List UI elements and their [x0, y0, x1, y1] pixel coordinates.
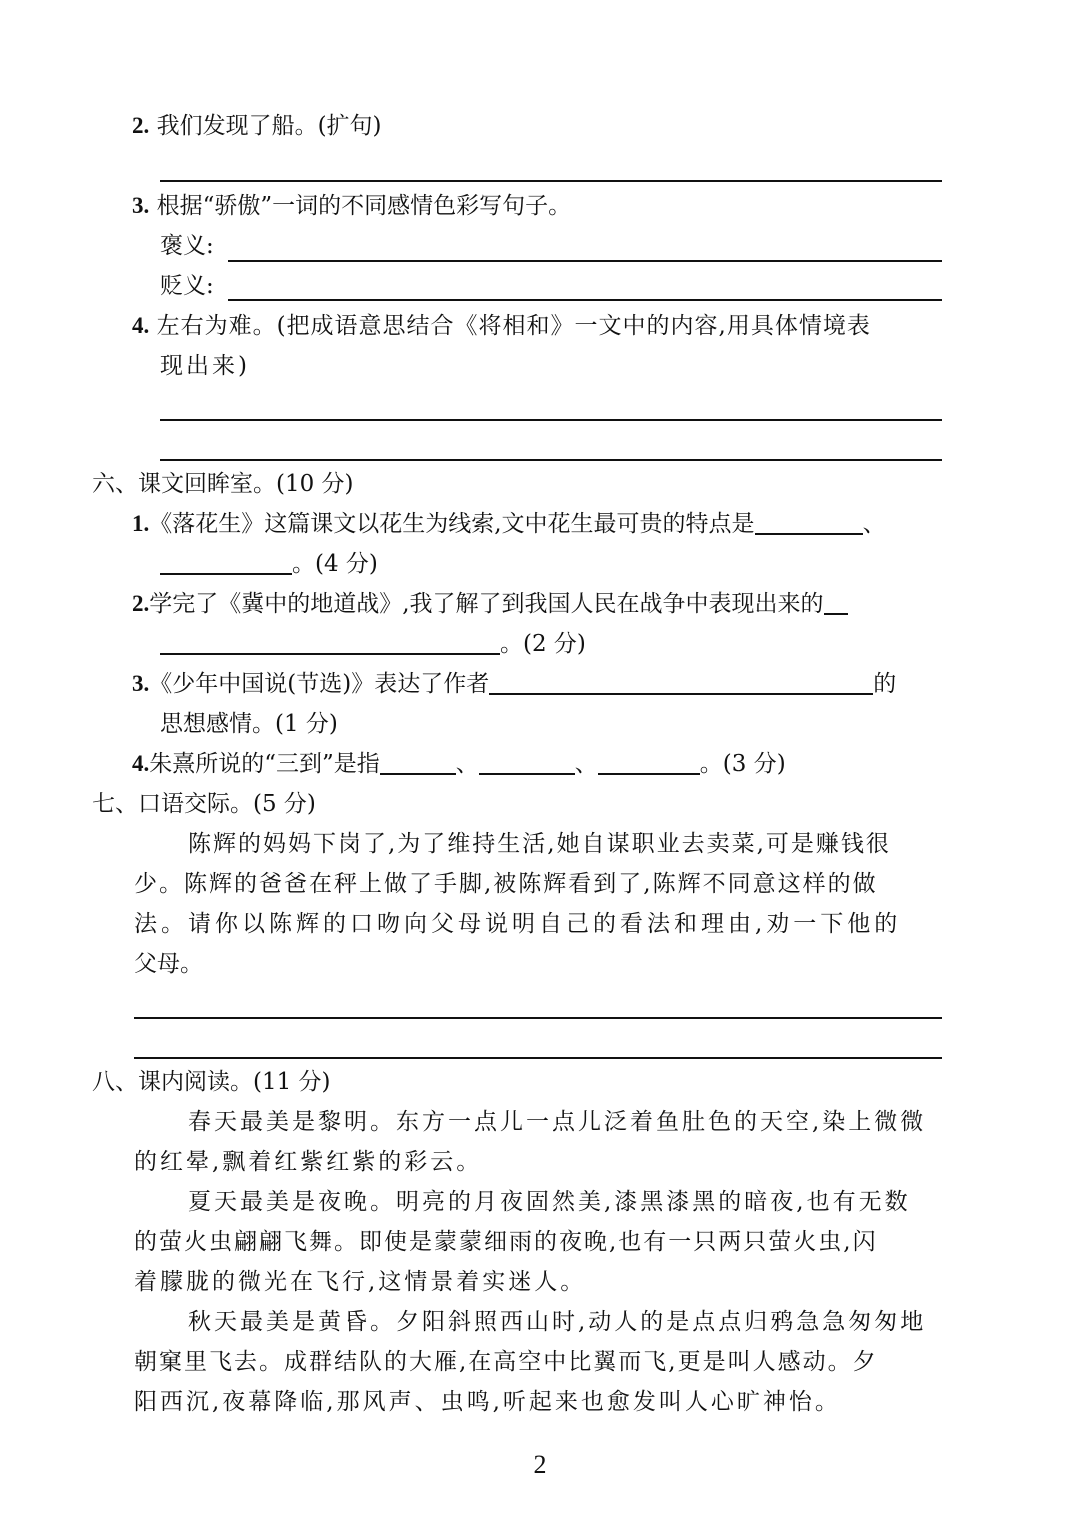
section-score: (11 分): [253, 1069, 331, 1095]
question-number: 1.: [132, 511, 150, 536]
section-6-heading: [92, 464, 354, 504]
section-7-heading: [92, 784, 316, 824]
separator: 、: [862, 511, 886, 537]
question-6-2-cont: [160, 624, 586, 664]
reading-line: 阳西沉,夜幕降临,那风声、虫鸣,听起来也愈发叫人心旷神怡。: [134, 1389, 841, 1415]
question-6-2: [132, 584, 848, 624]
reading-line: 春天最美是黎明。东方一点儿一点儿泛着鱼肚色的天空,染上微微: [188, 1109, 927, 1135]
section-score: (5 分): [253, 791, 316, 817]
fill-blank[interactable]: [160, 547, 292, 575]
question-number: 2.: [132, 591, 150, 616]
fill-blank[interactable]: [380, 747, 456, 775]
page-number: 2: [533, 1450, 547, 1479]
question-number: 4.: [132, 751, 150, 776]
fill-blank[interactable]: [598, 747, 700, 775]
section-title: 七、口语交际。: [92, 791, 253, 817]
answer-line[interactable]: [160, 180, 942, 182]
question-6-1: [132, 504, 886, 544]
question-text: 左右为难。(把成语意思结合《将相和》一文中的内容,用具体情境表: [156, 313, 871, 339]
question-end: 。(2 分): [500, 631, 586, 657]
question-text: 我们发现了船。(扩句): [156, 113, 382, 139]
question-5-4: [132, 306, 871, 346]
separator: 、: [574, 751, 598, 777]
reading-line: 朝窠里飞去。成群结队的大雁,在高空中比翼而飞,更是叫人感动。夕: [134, 1349, 878, 1375]
question-text-b: 的: [873, 671, 897, 697]
question-text: 学完了《冀中的地道战》,我了解了到我国人民在战争中表现出来的: [149, 591, 824, 617]
answer-line[interactable]: [160, 419, 942, 421]
section-8-heading: [92, 1062, 331, 1102]
question-5-2: [132, 106, 382, 146]
reading-line: 秋天最美是黄昏。夕阳斜照西山时,动人的是点点归鸦急急匆匆地: [188, 1309, 927, 1335]
positive-label: 褒义:: [160, 233, 214, 259]
section-score: (10 分): [276, 471, 354, 497]
section-title: 八、课内阅读。: [92, 1069, 253, 1095]
reading-line: 的红晕,飘着红紫红紫的彩云。: [134, 1149, 483, 1175]
passage-line: 父母。: [134, 951, 203, 977]
question-number: 2.: [132, 113, 150, 138]
question-text: 根据“骄傲”一词的不同感情色彩写句子。: [156, 193, 572, 219]
question-text-cont: 现出来): [160, 353, 250, 379]
reading-line: 着朦胧的微光在飞行,这情景着实迷人。: [134, 1269, 587, 1295]
positive-answer-line[interactable]: [228, 260, 942, 262]
answer-line[interactable]: [134, 1057, 942, 1059]
reading-line: 夏天最美是夜晚。明亮的月夜固然美,漆黑漆黑的暗夜,也有无数: [188, 1189, 911, 1215]
negative-answer-line[interactable]: [228, 299, 942, 301]
fill-blank[interactable]: [824, 587, 848, 615]
reading-line: 的萤火虫翩翩飞舞。即使是蒙蒙细雨的夜晚,也有一只两只萤火虫,闪: [134, 1229, 878, 1255]
answer-line[interactable]: [134, 1017, 942, 1019]
question-number: 4.: [132, 313, 150, 338]
passage-line: 少。陈辉的爸爸在秤上做了手脚,被陈辉看到了,陈辉不同意这样的做: [134, 871, 878, 897]
passage-line: 法。请你以陈辉的口吻向父母说明自己的看法和理由,劝一下他的: [134, 911, 902, 937]
question-text: 《少年中国说(节选)》表达了作者: [149, 671, 490, 697]
fill-blank[interactable]: [489, 667, 873, 695]
question-6-1-cont: [160, 544, 378, 584]
question-number: 3.: [132, 193, 150, 218]
fill-blank[interactable]: [479, 747, 575, 775]
fill-blank[interactable]: [755, 507, 863, 535]
question-6-4: [132, 744, 786, 784]
section-title: 六、课文回眸室。: [92, 471, 276, 497]
answer-line[interactable]: [160, 459, 942, 461]
question-6-3-cont: 思想感情。(1 分): [160, 711, 338, 737]
negative-label: 贬义:: [160, 273, 214, 299]
question-end: 。(3 分): [699, 751, 786, 777]
question-end: 。(4 分): [292, 551, 378, 577]
question-text: 《落花生》这篇课文以花生为线索,文中花生最可贵的特点是: [149, 511, 755, 537]
question-number: 3.: [132, 671, 150, 696]
question-text: 朱熹所说的“三到”是指: [149, 751, 380, 777]
fill-blank[interactable]: [160, 627, 500, 655]
passage-line: 陈辉的妈妈下岗了,为了维持生活,她自谋职业去卖菜,可是赚钱很: [188, 831, 891, 857]
question-6-3: [132, 664, 896, 704]
separator: 、: [455, 751, 479, 777]
question-5-3: [132, 186, 571, 226]
